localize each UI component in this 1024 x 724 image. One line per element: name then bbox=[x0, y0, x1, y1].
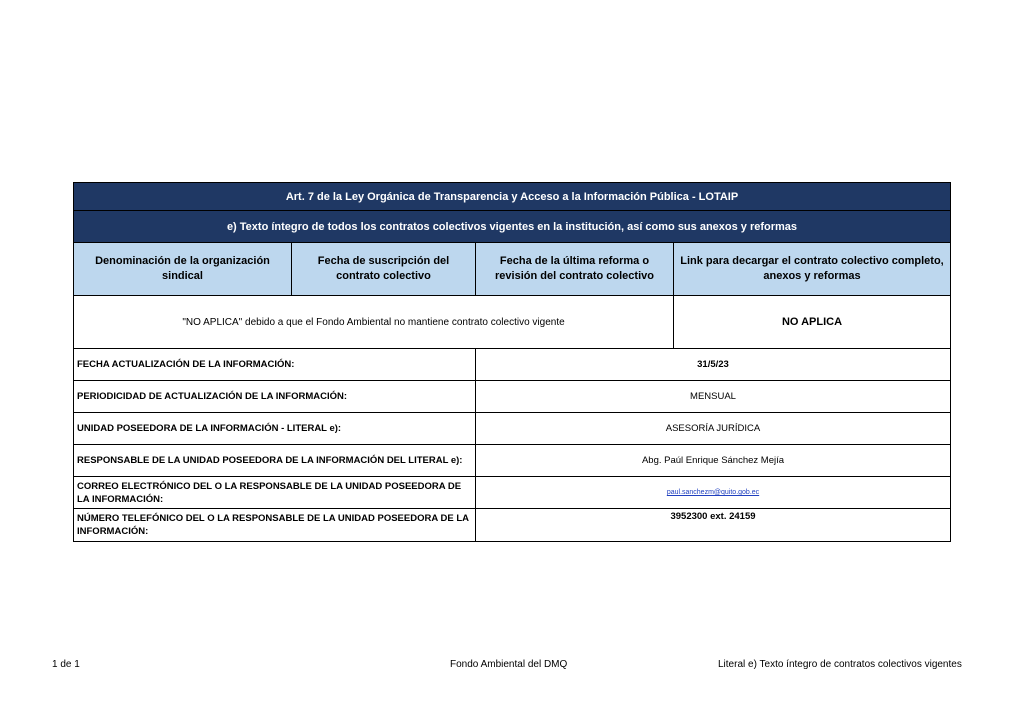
column-header-download-link: Link para decargar el contrato colectivo completo, anexos y reformas bbox=[674, 243, 951, 296]
update-date-value: 31/5/23 bbox=[476, 349, 951, 381]
phone-value: 3952300 ext. 24159 bbox=[476, 509, 951, 542]
owner-unit-value: ASESORÍA JURÍDICA bbox=[476, 413, 951, 445]
table-subtitle: e) Texto íntegro de todos los contratos colectivos vigentes en la institución, así como sus anexos y reformas bbox=[74, 211, 951, 243]
footer-section: Literal e) Texto íntegro de contratos colectivos vigentes bbox=[718, 659, 962, 670]
update-frequency-value: MENSUAL bbox=[476, 381, 951, 413]
footer-page-number: 1 de 1 bbox=[52, 659, 80, 670]
column-header-reform-date: Fecha de la última reforma o revisión del contrato colectivo bbox=[476, 243, 674, 296]
download-link-cell: NO APLICA bbox=[674, 296, 951, 349]
responsible-label: RESPONSABLE DE LA UNIDAD POSEEDORA DE LA INFORMACIÓN DEL LITERAL e): bbox=[74, 445, 476, 477]
footer-institution: Fondo Ambiental del DMQ bbox=[450, 659, 568, 670]
update-date-label: FECHA ACTUALIZACIÓN DE LA INFORMACIÓN: bbox=[74, 349, 476, 381]
column-header-organization: Denominación de la organización sindical bbox=[74, 243, 292, 296]
no-contract-note: "NO APLICA" debido a que el Fondo Ambiental no mantiene contrato colectivo vigente bbox=[74, 296, 674, 349]
column-header-signing-date: Fecha de suscripción del contrato colectivo bbox=[292, 243, 476, 296]
email-label: CORREO ELECTRÓNICO DEL O LA RESPONSABLE DE LA UNIDAD POSEEDORA DE LA INFORMACIÓN: bbox=[74, 477, 476, 509]
responsible-value: Abg. Paúl Enrique Sánchez Mejía bbox=[476, 445, 951, 477]
phone-label: NÚMERO TELEFÓNICO DEL O LA RESPONSABLE DE LA UNIDAD POSEEDORA DE LA INFORMACIÓN: bbox=[74, 509, 476, 542]
update-frequency-label: PERIODICIDAD DE ACTUALIZACIÓN DE LA INFORMACIÓN: bbox=[74, 381, 476, 413]
table-title: Art. 7 de la Ley Orgánica de Transparencia y Acceso a la Información Pública - LOTAIP bbox=[74, 183, 951, 211]
owner-unit-label: UNIDAD POSEEDORA DE LA INFORMACIÓN - LITERAL e): bbox=[74, 413, 476, 445]
email-link[interactable]: paul.sanchezm@quito.gob.ec bbox=[666, 489, 760, 496]
transparency-table bbox=[73, 182, 951, 542]
